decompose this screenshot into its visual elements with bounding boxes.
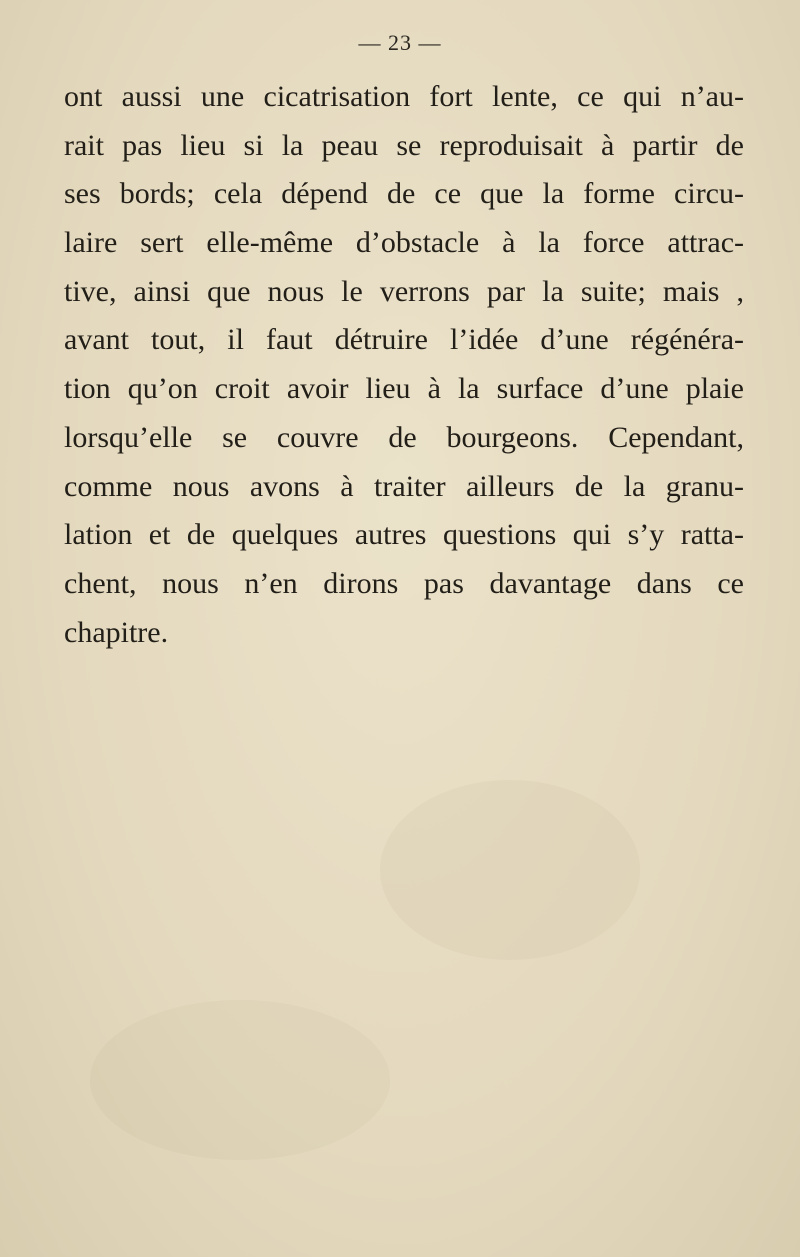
text-line: rait pas lieu si la peau se reproduisait à partir de — [64, 128, 744, 162]
page-number: — 23 — — [358, 30, 442, 55]
text-line: chapitre. — [64, 615, 169, 649]
text-line: tive, ainsi que nous le verrons par la suite; mais , — [64, 274, 744, 308]
text-line: avant tout, il faut détruire l’idée d’une régénéra- — [64, 323, 744, 357]
text-line: lorsqu’elle se couvre de bourgeons. Cependant, — [64, 420, 744, 454]
paper-stain — [90, 1000, 390, 1160]
text-line: comme nous avons à traiter ailleurs de la granu- — [64, 469, 744, 503]
paper-stain — [380, 780, 640, 960]
text-line: ont aussi une cicatrisation fort lente, ce qui n’au- — [64, 80, 744, 113]
text-line: lation et de quelques autres questions qui s’y ratta- — [64, 518, 744, 552]
text-line: tion qu’on croit avoir lieu à la surface d’une plaie — [64, 372, 744, 406]
text-line: chent, nous n’en dirons pas davantage dans ce — [64, 566, 744, 600]
body-text — [64, 73, 744, 657]
text-line: ses bords; cela dépend de ce que la forme circu- — [64, 177, 744, 211]
text-line: laire sert elle-même d’obstacle à la force attrac- — [64, 226, 744, 260]
